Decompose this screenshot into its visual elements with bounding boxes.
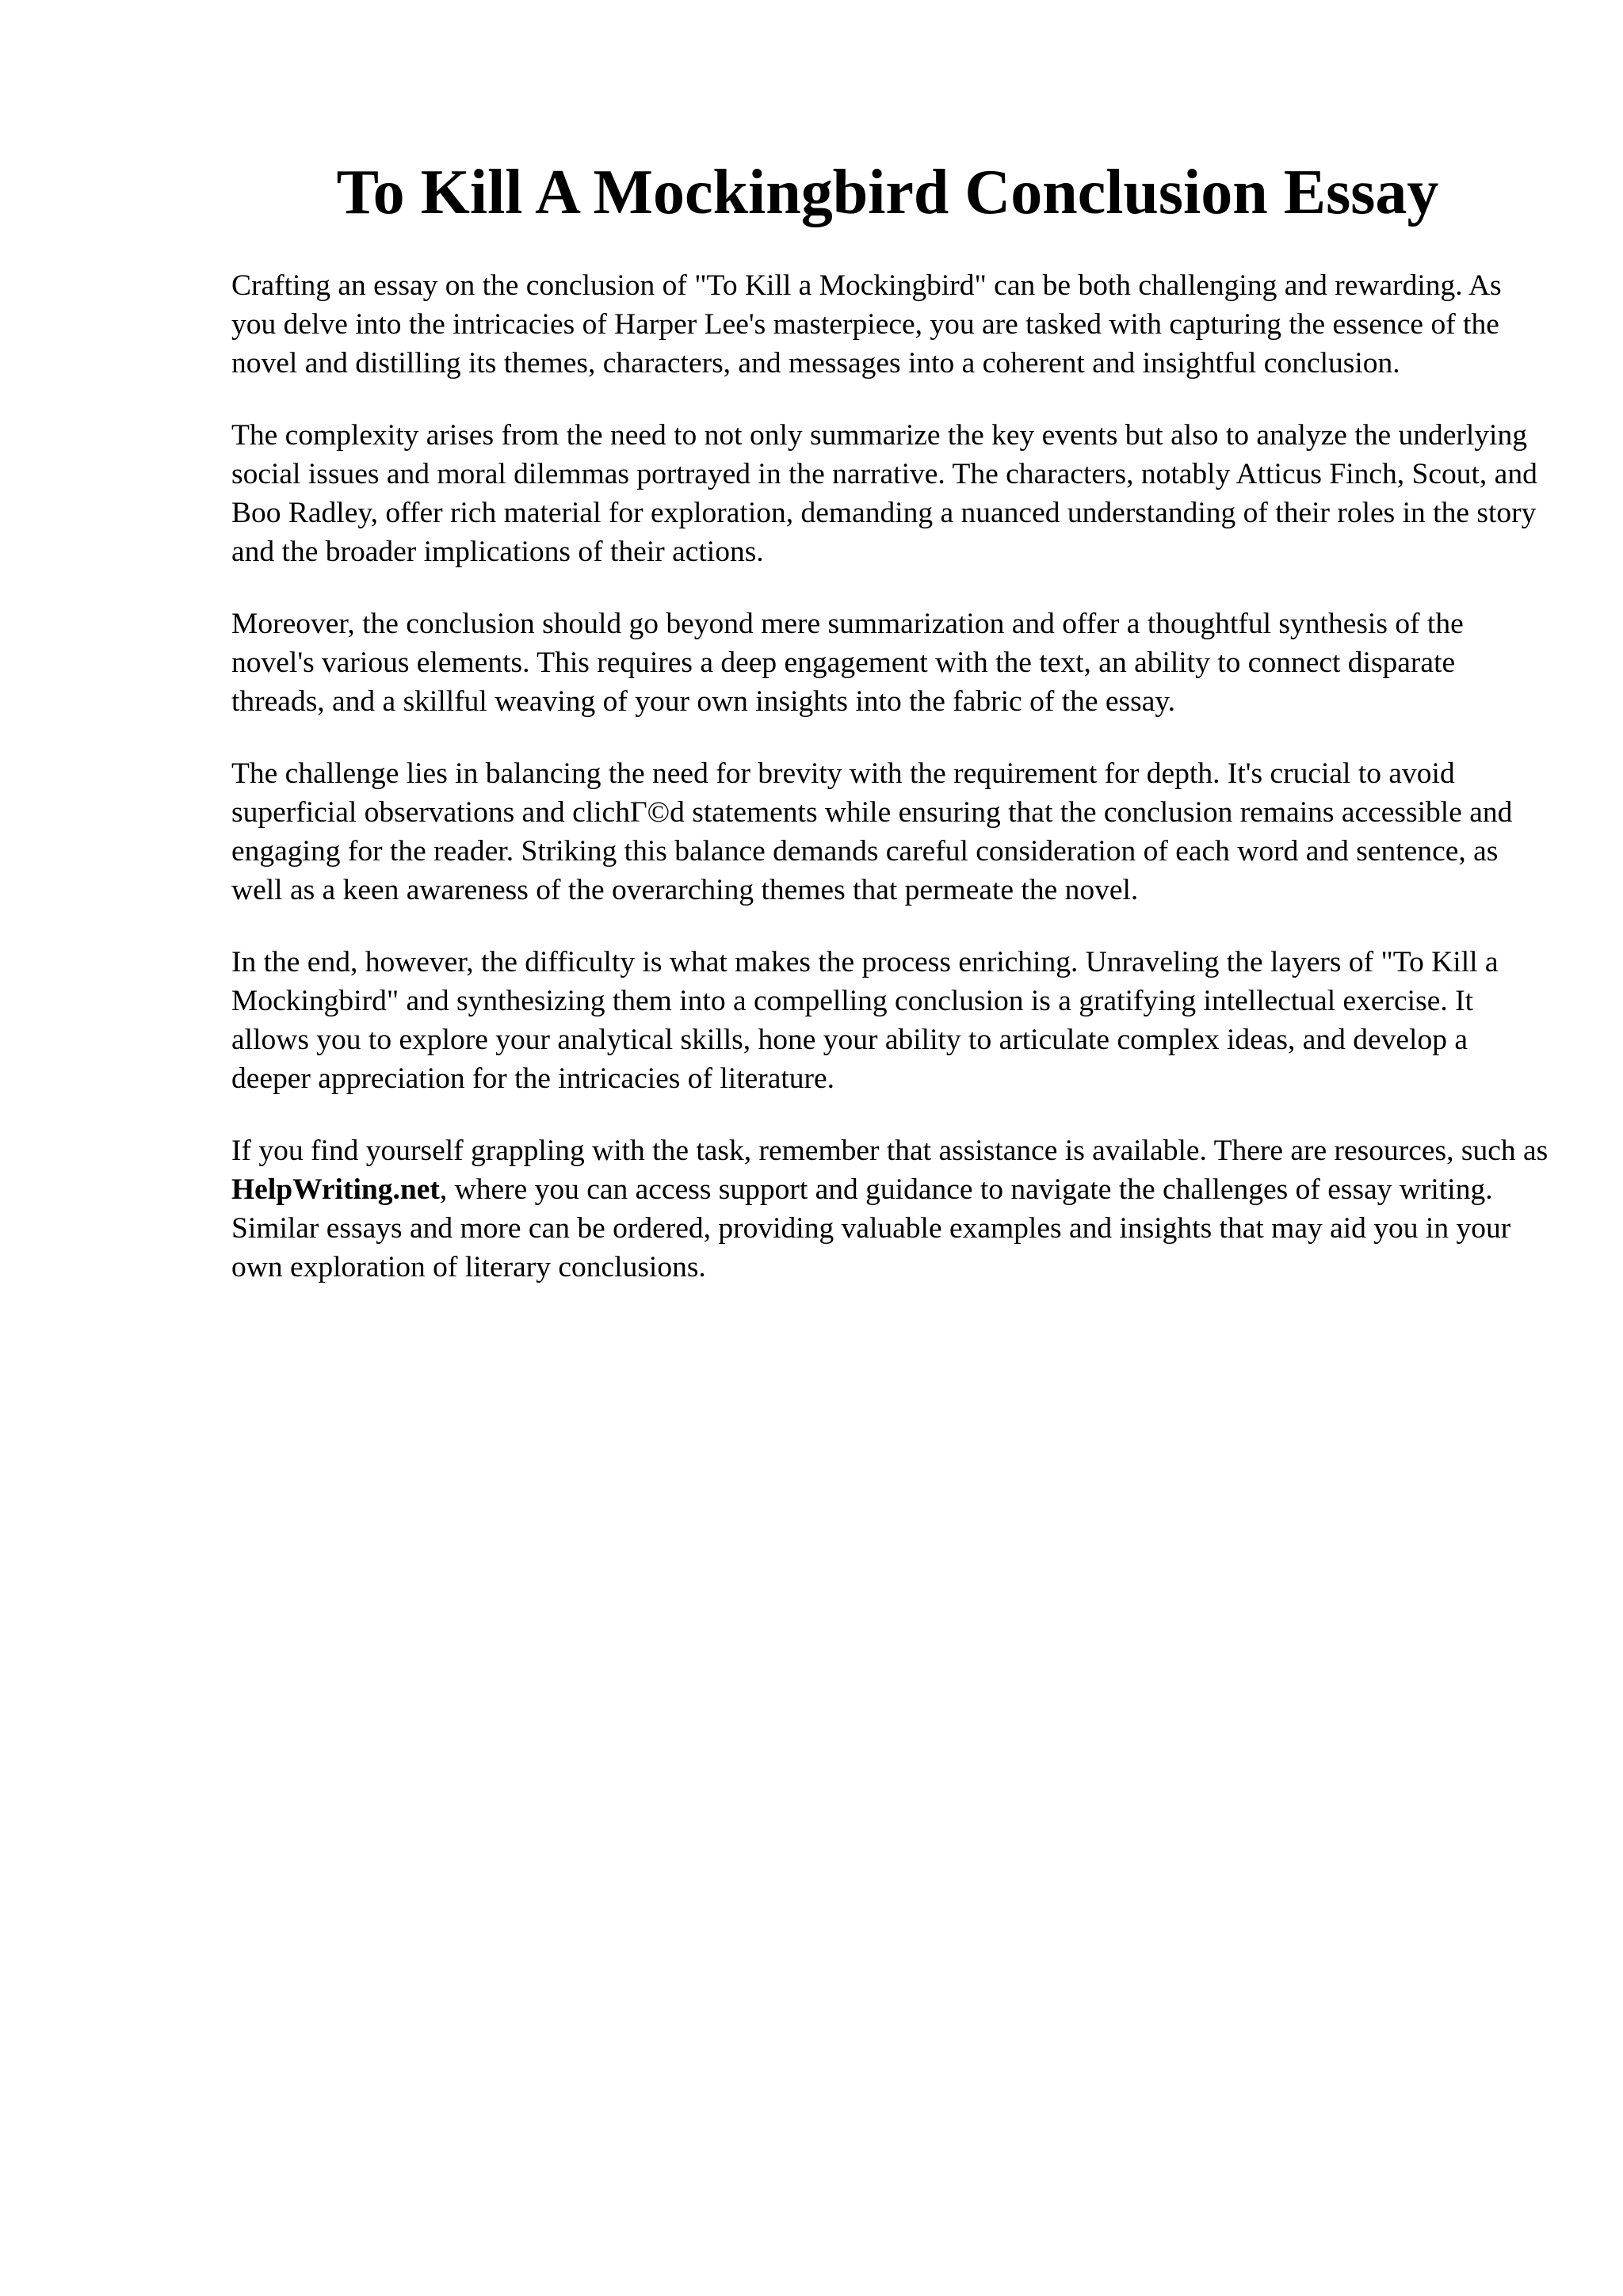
paragraph-3: Moreover, the conclusion should go beyond mere summarization and offer a thoughtful synthesis of the novel's various elements. This requires a deep engagement with the text, an ability to connect disparate threads, and a skillful weaving of your own insights into the fabric of the essay. <box>231 608 1464 718</box>
helpwriting-link[interactable]: HelpWriting.net <box>231 1173 440 1206</box>
paragraph-2: The complexity arises from the need to not only summarize the key events but also to analyze the underlying social issues and moral dilemmas portrayed in the narrative. The characters, notably Atticus Finch, Scout, and Boo Radley, offer rich material for exploration, demanding a nuanced understanding of their roles in the story and the broader implications of their actions. <box>231 419 1537 568</box>
paragraph-5: In the end, however, the difficulty is what makes the process enriching. Unraveling the layers of "To Kill a Mockingbird" and synthesizing them into a compelling conclusion is a gratifying intellectual exercise. It allows you to explore your analytical skills, hone your ability to articulate complex ideas, and develop a deeper appreciation for the intricacies of literature. <box>231 946 1499 1095</box>
paragraph-6-text-after-link: , where you can access support and guidance to navigate the challenges of essay writing. Similar essays and more can be ordered, providing valuable examples and insights that may aid you in your own exploration of literary conclusions. <box>231 1173 1511 1283</box>
paragraph-6-text-before-link: If you find yourself grappling with the task, remember that assistance is available. There are resources, such as <box>231 1135 1549 1167</box>
paragraph-1: Crafting an essay on the conclusion of "To Kill a Mockingbird" can be both challenging and rewarding. As you delve into the intricacies of Harper Lee's masterpiece, you are tasked with capturing the essence of the novel and distilling its themes, characters, and messages into a coherent and insightful conclusion. <box>231 269 1502 379</box>
paragraph-6 <box>231 1131 1550 1287</box>
document-body <box>231 266 1550 1320</box>
paragraph-4: The challenge lies in balancing the need for brevity with the requirement for depth. It's crucial to avoid superficial observations and clichΓ©d statements while ensuring that the conclusion remains accessible and engaging for the reader. Striking this balance demands careful consideration of each word and sentence, as well as a keen awareness of the overarching themes that permeate the novel. <box>231 757 1513 906</box>
document-title: To Kill A Mockingbird Conclusion Essay <box>336 158 1439 227</box>
